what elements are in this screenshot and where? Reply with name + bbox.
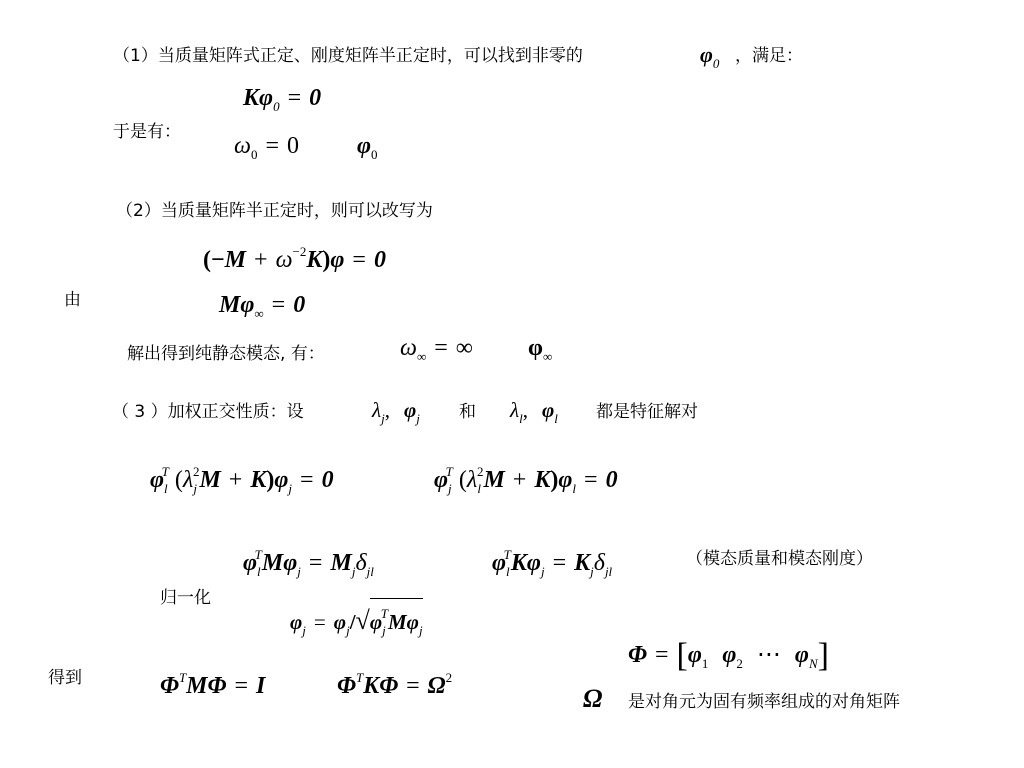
equation-modal-stiffness: $\varphi_l^TK\varphi_j = K_j\delta_{jl}$ (492, 547, 613, 579)
lambda-l-phi-l: $\lambda_l$, $\varphi_l$ (510, 398, 558, 426)
equation-omega0: $\omega_0 = 0$ (234, 133, 299, 162)
equation-orth-b: $\varphi_j^T$ $(\lambda_l^2M + K)\varphi_l = 0$ (434, 464, 618, 496)
section2-intro: （2）当质量矩阵半正定时，则可以改写为 (116, 201, 433, 221)
normalize-label: 归一化 (160, 588, 211, 608)
section1-intro: （1）当质量矩阵式正定、刚度矩阵半正定时，可以找到非零的 (113, 46, 583, 66)
equation-m-phi-inf: $M\varphi_\infty = 0$ (219, 292, 306, 321)
equation-omega-inf: $\omega_\infty$ = ∞ (400, 335, 473, 364)
lambda-j-phi-j: $\lambda_j$, $\varphi_j$ (372, 398, 420, 426)
phi-inf-symbol: $\varphi_\infty$ (528, 335, 553, 364)
yushi-label: 于是有： (113, 122, 181, 142)
equation-generalized: $(-M + \omega^{-2}K)\varphi = 0$ (203, 244, 386, 273)
equation-phi-matrix: $\Phi = [\varphi_1$ $\varphi_2$ ⋯ $\varphi_N$] (628, 637, 829, 674)
omega-note: 是对角元为固有频率组成的对角矩阵 (628, 692, 900, 712)
he-label: 和 (459, 402, 476, 422)
section3-intro: （ 3 ）加权正交性质：设 (112, 402, 304, 422)
equation-normalize: $\varphi_j = \varphi_j/√\varphi_j^TM\varphi_j$ (290, 598, 423, 645)
equation-modal-mass: $\varphi_l^TM\varphi_j = M_j\delta_{jl}$ (243, 547, 374, 579)
dedao-label: 得到 (48, 668, 82, 688)
section3-intro-end: 都是特征解对 (596, 402, 698, 422)
modal-note: （模态质量和模态刚度） (686, 549, 873, 569)
phi0-symbol: $\varphi_0$ (357, 133, 378, 162)
phi0-inline: $\varphi_0$ (700, 42, 720, 71)
equation-orth-a: $\varphi_l^T$ $(\lambda_j^2M + K)\varphi_j = 0$ (150, 464, 334, 496)
equation-stiffness-normalized: $\Phi^TK\Phi = \Omega^2$ (337, 670, 453, 699)
equation-k-phi0: $K\varphi_0 = 0$ (243, 85, 322, 114)
omega-symbol: Ω (583, 684, 603, 713)
you-label: 由 (64, 290, 81, 310)
equation-mass-normalized: $\Phi^TM\Phi = I$ (160, 670, 266, 699)
section1-intro-end: ，满足： (735, 46, 803, 66)
solve-text: 解出得到纯静态模态, 有： (127, 344, 325, 364)
